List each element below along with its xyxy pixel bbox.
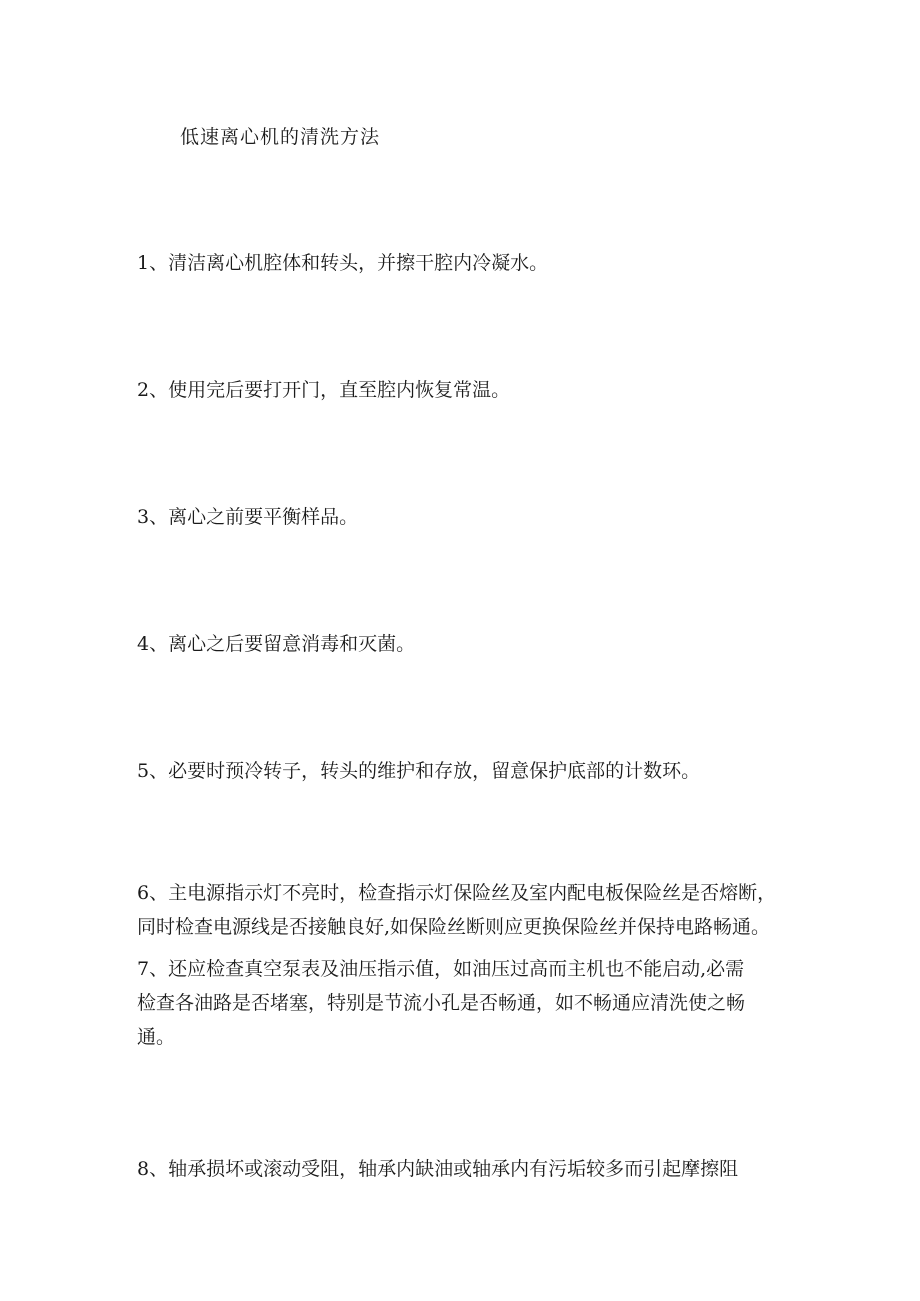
item-line: 2、使用完后要打开门，直至腔内恢复常温。 [137,379,511,401]
item-line: 8、轴承损坏或滚动受阻，轴承内缺油或轴承内有污垢较多而引起摩擦阻 [137,1158,739,1180]
item-line: 通。 [137,1026,176,1048]
item-line: 检查各油路是否堵塞，特别是节流小孔是否畅通，如不畅通应清洗使之畅 [137,992,746,1014]
list-item [137,952,827,1054]
document-title: 低速离心机的清洗方法 [180,126,381,148]
item-line: 4、离心之后要留意消毒和灭菌。 [137,633,416,655]
item-line: 6、主电源指示灯不亮时，检查指示灯保险丝及室内配电板保险丝是否熔断， [137,882,777,904]
item-line: 1、清洁离心机腔体和转头，并擦干腔内冷凝水。 [137,252,549,274]
item-line: 同时检查电源线是否接触良好,如保险丝断则应更换保险丝并保持电路畅通。 [137,916,771,938]
list-item [137,246,827,280]
item-line: 3、离心之前要平衡样品。 [137,506,359,528]
list-item [137,373,827,407]
item-line: 5、必要时预冷转子，转头的维护和存放，留意保护底部的计数环。 [137,760,701,782]
list-item [137,500,827,534]
item-line: 7、还应检查真空泵表及油压指示值，如油压过高而主机也不能启动,必需 [137,958,745,980]
list-item [137,754,827,788]
list-item [137,876,827,944]
list-item [137,1152,827,1186]
list-item [137,627,827,661]
